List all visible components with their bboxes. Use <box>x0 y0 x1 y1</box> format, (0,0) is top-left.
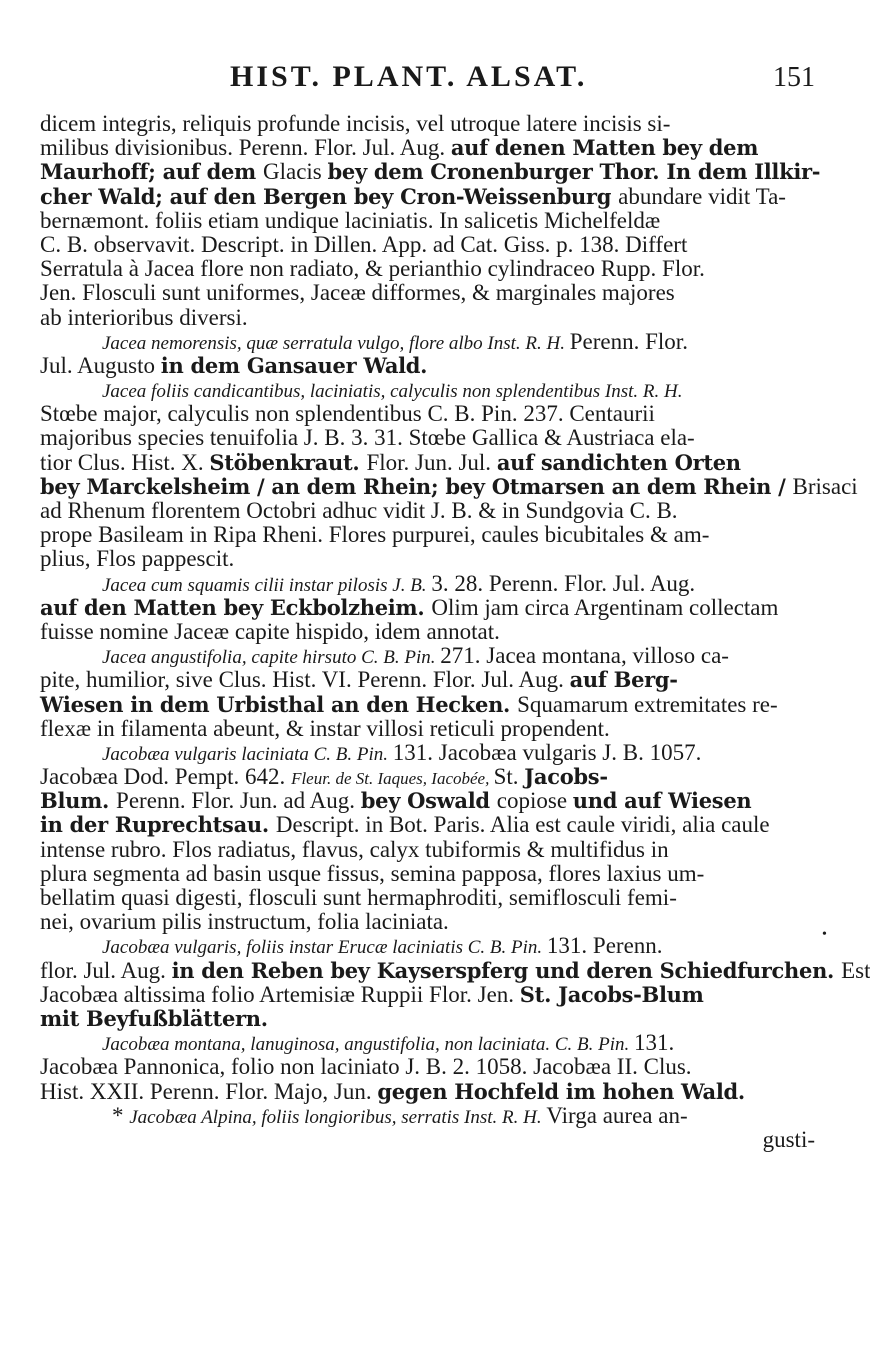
roman-text: majoribus species tenuifolia J. B. 3. 31. Stœbe Gallica & Austriaca ela- <box>40 425 695 451</box>
roman-text: Flor. Jun. Jul. <box>366 449 497 475</box>
page-number: 151 <box>773 62 815 93</box>
text-line <box>40 547 815 571</box>
text-line <box>40 717 815 741</box>
roman-text: ad Rhenum florentem Octobri adhuc vidit J. B. & in Sundgovia C. B. <box>40 498 678 523</box>
text-line <box>40 572 815 596</box>
text-line <box>40 862 815 886</box>
italic-text: Jacobæa vulgaris, foliis instar Erucæ laciniatis C. B. Pin. <box>102 937 547 959</box>
text-line <box>40 983 815 1007</box>
roman-text: Glacis <box>263 159 328 185</box>
fraktur-text: in den Reben bey Kayserspferg und deren Schiedfurchen. <box>171 957 842 983</box>
text-line <box>40 789 815 813</box>
fraktur-text: auf denen Matten bey dem <box>450 135 759 161</box>
roman-text: abundare vidit Ta- <box>618 183 786 209</box>
roman-text: prope Basileam in Ripa Rheni. Flores purpurei, caules bicubitales & am- <box>40 522 710 548</box>
roman-text: nei, ovarium pilis instructum, folia laciniata. <box>40 909 449 935</box>
roman-text: Perenn. Flor. Jun. ad Aug. <box>116 788 361 814</box>
fraktur-text: mit Beyfußblättern. <box>40 1005 268 1031</box>
fraktur-text: cher Wald; auf den Bergen bey Cron-Weissenburg <box>40 183 619 209</box>
roman-text: bellatim quasi digesti, flosculi sunt hermaphroditi, semiflosculi femi- <box>40 885 677 910</box>
roman-text: Olim jam circa Argentinam collectam <box>431 594 779 620</box>
roman-text: 131. <box>634 1030 675 1056</box>
roman-text: 3. 28. Perenn. Flor. Jul. Aug. <box>431 570 696 596</box>
text-line <box>40 1080 815 1104</box>
roman-text: Jen. Flosculi sunt uniformes, Jaceæ difformes, & marginales majores <box>40 280 675 306</box>
fraktur-text: gegen Hochfeld im hohen Wald. <box>377 1078 745 1104</box>
text-line <box>40 209 815 233</box>
italic-text: Jacobæa vulgaris laciniata C. B. Pin. <box>102 743 393 765</box>
page-header <box>40 58 815 98</box>
roman-text: copiose <box>496 788 573 814</box>
italic-text: Jacea nemorensis, quæ serratula vulgo, flore albo Inst. R. H. <box>102 332 570 354</box>
roman-text: plius, Flos pappescit. <box>40 546 235 572</box>
roman-text: Virga aurea an- <box>546 1102 688 1128</box>
text-line <box>40 523 815 547</box>
roman-text: Hist. XXII. Perenn. Flor. Majo, Jun. <box>40 1078 378 1104</box>
roman-text: Jul. Augusto <box>40 352 161 378</box>
fraktur-text: Jacobs- <box>524 764 608 790</box>
fraktur-text: auf sandichten Orten <box>496 449 741 475</box>
fraktur-text: Blum. <box>40 788 117 814</box>
text-line <box>40 741 815 765</box>
text-line <box>40 233 815 257</box>
text-line <box>40 910 815 934</box>
roman-text: tior Clus. Hist. X. <box>40 449 210 475</box>
text-line <box>40 257 815 281</box>
roman-text: flexæ in filamenta abeunt, & instar villosi reticuli propendent. <box>40 715 610 741</box>
roman-text: bernæmont. foliis etiam undique laciniatis. In salicetis Michelfeldæ <box>40 207 661 233</box>
text-line <box>40 957 870 983</box>
text-line <box>40 499 815 523</box>
roman-text: ab interioribus diversi. <box>40 304 248 330</box>
roman-text: Descript. in Bot. Paris. Alia est caule viridi, alia caule <box>275 812 770 838</box>
text-line <box>40 185 815 209</box>
italic-text: Fleur. de St. Iaques, Iacobée, <box>291 769 494 789</box>
running-title: HIST. PLANT. ALSAT. <box>230 60 588 93</box>
roman-text: Est <box>841 957 870 983</box>
fraktur-text: auf Berg- <box>569 667 678 693</box>
roman-text: flor. Jul. Aug. <box>40 957 172 983</box>
text-line <box>40 1055 815 1079</box>
fraktur-text: in dem Gansauer Wald. <box>160 352 428 378</box>
text-line <box>40 451 815 475</box>
italic-text: Jacea angustifolia, capite hirsuto C. B. Pin. <box>102 647 441 669</box>
text-line <box>40 426 815 450</box>
italic-text: Jacea cum squamis cilii instar pilosis J. B. <box>102 574 432 596</box>
roman-text: St. <box>493 764 525 790</box>
text-line <box>40 136 815 160</box>
fraktur-text: bey Marckelsheim / an dem Rhein; bey Otmarsen an dem Rhein / <box>40 473 793 499</box>
roman-text: milibus divisionibus. Perenn. Flor. Jul. Aug. <box>40 135 451 161</box>
text-line <box>40 838 815 862</box>
text-line <box>40 765 815 789</box>
text-line <box>40 668 815 692</box>
roman-text: Squamarum extremitates re- <box>517 691 778 717</box>
text-line <box>40 281 815 305</box>
text-line <box>40 378 815 402</box>
roman-text: dicem integris, reliquis profunde incisis, vel utroque latere incisis si- <box>40 111 671 136</box>
text-line <box>40 620 815 644</box>
fraktur-text: Stöbenkraut. <box>209 449 367 475</box>
text-line <box>40 1104 815 1128</box>
roman-text: Jacobæa Dod. Pempt. 642. <box>40 764 292 790</box>
roman-text: intense rubro. Flos radiatus, flavus, calyx tubiformis & multifidus in <box>40 836 669 862</box>
text-line <box>40 934 815 958</box>
fraktur-text: in der Ruprechtsau. <box>40 812 276 838</box>
roman-text: Stœbe major, calyculis non splendentibus C. B. Pin. 237. Centaurii <box>40 401 655 427</box>
fraktur-text: St. Jacobs-Blum <box>519 981 704 1007</box>
roman-text: * <box>112 1102 130 1128</box>
text-line <box>40 402 815 426</box>
margin-mark: • <box>822 927 827 942</box>
italic-text: Jacea foliis candicantibus, laciniatis, calyculis non splendentibus Inst. R. H. <box>102 381 683 403</box>
roman-text: pite, humilior, sive Clus. Hist. VI. Perenn. Flor. Jul. Aug. <box>40 667 570 693</box>
roman-text: gusti- <box>762 1126 815 1152</box>
fraktur-text: bey dem Cronenburger Thor. In dem Illkir- <box>327 159 821 185</box>
text-line <box>40 693 815 717</box>
roman-text: Brisaci <box>792 473 858 499</box>
text-line <box>40 1007 815 1031</box>
roman-text: Perenn. Flor. <box>569 328 688 354</box>
roman-text: Jacobæa altissima folio Artemisiæ Ruppii Flor. Jen. <box>40 981 520 1007</box>
roman-text: plura segmenta ad basin usque fissus, semina papposa, flores laxius um- <box>40 860 705 886</box>
fraktur-text: und auf Wiesen <box>572 788 752 814</box>
roman-text: 271. Jacea montana, villoso ca- <box>440 643 729 669</box>
text-line <box>40 886 815 910</box>
italic-text: Jacobæa Alpina, foliis longioribus, serratis Inst. R. H. <box>129 1106 547 1128</box>
fraktur-text: auf den Matten bey Eckbolzheim. <box>40 594 432 620</box>
text-line <box>40 330 815 354</box>
text-line <box>40 644 815 668</box>
fraktur-text: Wiesen in dem Urbisthal an den Hecken. <box>40 691 518 717</box>
text-line <box>40 306 815 330</box>
text-line <box>40 159 821 185</box>
text-line <box>40 112 815 136</box>
roman-text: Jacobæa Pannonica, folio non laciniato J. B. 2. 1058. Jacobæa II. Clus. <box>40 1054 692 1080</box>
roman-text: C. B. observavit. Descript. in Dillen. App. ad Cat. Giss. p. 138. Differt <box>40 231 688 257</box>
text-line <box>40 1128 815 1152</box>
text-line <box>40 596 815 620</box>
text-line <box>40 813 815 837</box>
page-body-text <box>40 111 870 1152</box>
fraktur-text: Maurhoff; auf dem <box>40 159 263 185</box>
text-line <box>40 354 815 378</box>
text-line <box>40 473 858 499</box>
roman-text: Serratula à Jacea flore non radiato, & perianthio cylindraceo Rupp. Flor. <box>40 256 705 282</box>
fraktur-text: bey Oswald <box>360 788 497 814</box>
roman-text: fuisse nomine Jaceæ capite hispido, idem annotat. <box>40 618 500 644</box>
roman-text: 131. Jacobæa vulgaris J. B. 1057. <box>392 739 702 765</box>
roman-text: 131. Perenn. <box>546 933 663 959</box>
italic-text: Jacobæa montana, lanuginosa, angustifolia, non laciniata. C. B. Pin. <box>102 1034 634 1056</box>
text-line <box>40 1031 815 1055</box>
